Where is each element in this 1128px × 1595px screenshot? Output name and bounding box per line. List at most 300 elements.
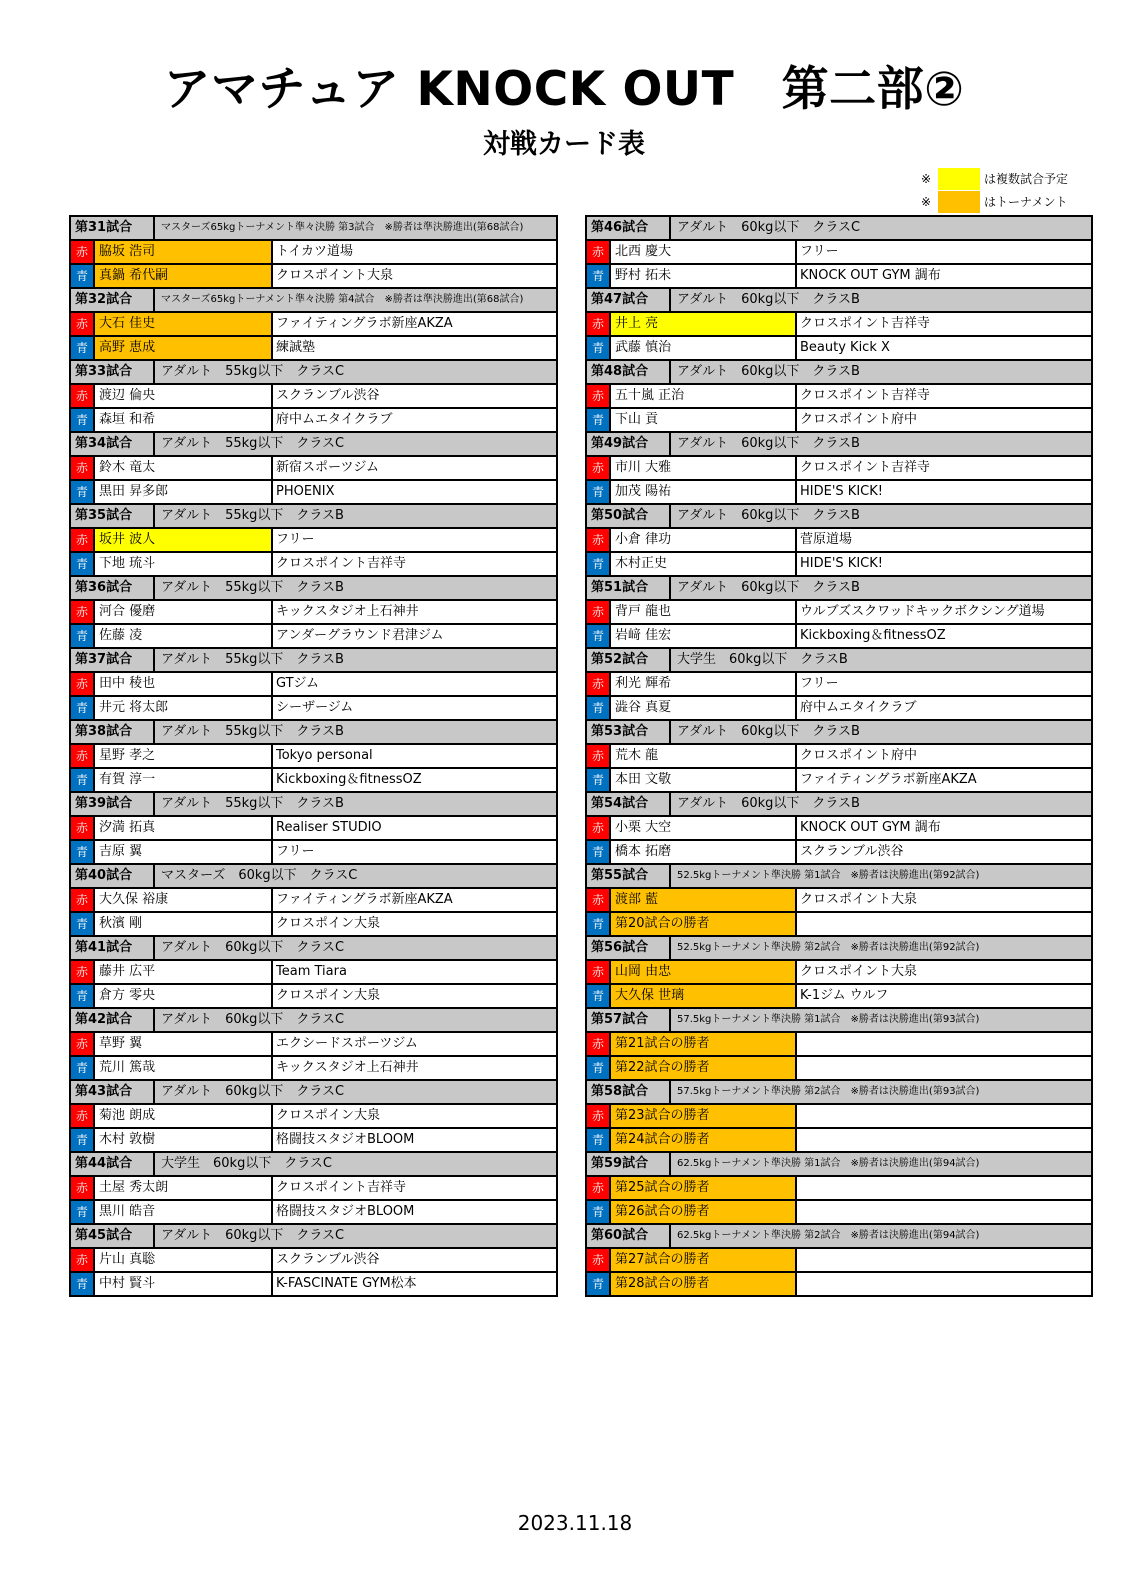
- red-corner-label: 赤: [587, 673, 611, 695]
- fighter-row-red: [71, 529, 556, 553]
- fighter-row-blue: [587, 553, 1091, 577]
- bout-header: [587, 289, 1091, 313]
- fighter-name: 黒田 昇多郎: [95, 481, 273, 503]
- legend-text: は複数試合予定: [984, 172, 1069, 186]
- fighter-row-blue: [71, 337, 556, 361]
- fighter-gym: Kickboxing＆fitnessOZ: [276, 772, 422, 787]
- fighter-gym: Realiser STUDIO: [276, 820, 382, 835]
- fighter-row-red: [71, 241, 556, 265]
- fighter-gym: HIDE'S KICK!: [800, 484, 883, 499]
- bout-block: [587, 721, 1091, 793]
- red-corner-label: 赤: [587, 385, 611, 407]
- fighter-name: 荒木 龍: [611, 745, 797, 767]
- blue-corner-label: 青: [71, 337, 95, 359]
- bout-number: 第43試合: [71, 1081, 155, 1103]
- legend-mark: ※: [920, 195, 932, 209]
- event-date: 2023.11.18: [517, 1511, 633, 1535]
- fighter-name: 小栗 大空: [611, 817, 797, 839]
- bout-class: 57.5kgトーナメント準決勝 第2試合 ※勝者は決勝進出(第93試合): [677, 1086, 980, 1097]
- fighter-gym: 府中ムエタイクラブ: [276, 412, 393, 427]
- red-corner-label: 赤: [587, 1249, 611, 1271]
- fighter-name: 吉原 翼: [95, 841, 273, 863]
- bout-header: [587, 649, 1091, 673]
- blue-corner-label: 青: [71, 1129, 95, 1151]
- fighter-name: 倉方 零央: [95, 985, 273, 1007]
- bout-block: [71, 937, 556, 1009]
- blue-corner-label: 青: [71, 1201, 95, 1223]
- fighter-gym: 格闘技スタジオBLOOM: [276, 1204, 415, 1219]
- fighter-row-blue: [71, 985, 556, 1009]
- fighter-gym: クロスポイント吉祥寺: [276, 556, 407, 571]
- bout-block: [71, 505, 556, 577]
- fighter-gym: K-1ジム ウルフ: [800, 988, 889, 1003]
- bout-class: アダルト 55kg以下 クラスB: [161, 580, 344, 595]
- fighter-name: 利光 輝希: [611, 673, 797, 695]
- fighter-name: 大久保 裕康: [95, 889, 273, 911]
- fighter-gym: シーザージム: [276, 700, 354, 715]
- bout-block: [71, 721, 556, 793]
- bout-class: マスターズ65kgトーナメント準々決勝 第4試合 ※勝者は準決勝進出(第68試合): [161, 294, 524, 305]
- blue-corner-label: 青: [71, 481, 95, 503]
- fighter-name: 第21試合の勝者: [611, 1033, 797, 1055]
- bout-number: 第31試合: [71, 217, 155, 239]
- legend-swatch-orange: [938, 191, 980, 213]
- fighter-row-red: [587, 1249, 1091, 1273]
- bout-number: 第45試合: [71, 1225, 155, 1247]
- fighter-gym: Beauty Kick X: [800, 340, 890, 355]
- fighter-name: 菊池 朗成: [95, 1105, 273, 1127]
- fighter-row-red: [587, 1105, 1091, 1129]
- fighter-row-red: [587, 529, 1091, 553]
- fighter-row-blue: [587, 625, 1091, 649]
- legend-text: はトーナメント: [984, 195, 1068, 209]
- fighter-row-red: [71, 889, 556, 913]
- bout-class: アダルト 60kg以下 クラスB: [677, 436, 860, 451]
- bout-number: 第32試合: [71, 289, 155, 311]
- bout-header: [587, 217, 1091, 241]
- fighter-name: 森垣 和希: [95, 409, 273, 431]
- fighter-row-blue: [71, 481, 556, 505]
- fighter-gym: キックスタジオ上石神井: [276, 1060, 419, 1075]
- blue-corner-label: 青: [587, 913, 611, 935]
- fighter-name: 土屋 秀太朗: [95, 1177, 273, 1199]
- fighter-row-red: [587, 817, 1091, 841]
- fighter-gym: Kickboxing＆fitnessOZ: [800, 628, 946, 643]
- fighter-name: 第27試合の勝者: [611, 1249, 797, 1271]
- fighter-row-red: [71, 1105, 556, 1129]
- bout-class: アダルト 60kg以下 クラスB: [677, 508, 860, 523]
- fighter-gym: PHOENIX: [276, 484, 335, 499]
- bout-table-right: [585, 215, 1093, 1297]
- bout-number: 第40試合: [71, 865, 155, 887]
- red-corner-label: 赤: [71, 961, 95, 983]
- fighter-row-red: [587, 745, 1091, 769]
- fighter-gym: フリー: [276, 532, 315, 547]
- bout-number: 第39試合: [71, 793, 155, 815]
- fighter-name: 第25試合の勝者: [611, 1177, 797, 1199]
- fighter-gym: 菅原道場: [800, 532, 853, 547]
- bout-class: アダルト 60kg以下 クラスC: [161, 1084, 345, 1099]
- fighter-name: 小倉 律功: [611, 529, 797, 551]
- fighter-row-blue: [587, 1201, 1091, 1225]
- fighter-name: 第26試合の勝者: [611, 1201, 797, 1223]
- bout-block: [71, 649, 556, 721]
- fighter-row-red: [587, 241, 1091, 265]
- fighter-gym: クロスポイント府中: [800, 748, 918, 763]
- fighter-gym: 新宿スポーツジム: [276, 460, 379, 475]
- fighter-name: 井上 亮: [611, 313, 797, 335]
- fighter-gym: [797, 1249, 1091, 1271]
- bout-block: [587, 433, 1091, 505]
- red-corner-label: 赤: [587, 817, 611, 839]
- bout-block: [71, 1081, 556, 1153]
- red-corner-label: 赤: [587, 241, 611, 263]
- bout-number: 第38試合: [71, 721, 155, 743]
- bout-table-left: [69, 215, 558, 1297]
- fighter-gym: [797, 1177, 1091, 1199]
- fighter-gym: クロスポイン大泉: [276, 988, 381, 1003]
- blue-corner-label: 青: [587, 337, 611, 359]
- bout-header: [71, 433, 556, 457]
- bout-number: 第50試合: [587, 505, 671, 527]
- bout-block: [587, 505, 1091, 577]
- fighter-name: 黒川 皓音: [95, 1201, 273, 1223]
- bout-class: アダルト 60kg以下 クラスB: [677, 724, 860, 739]
- fighter-gym: エクシードスポーツジム: [276, 1036, 418, 1051]
- blue-corner-label: 青: [71, 985, 95, 1007]
- fighter-gym: クロスポイント大泉: [276, 268, 394, 283]
- bout-number: 第60試合: [587, 1225, 671, 1247]
- fighter-row-red: [587, 313, 1091, 337]
- bout-class: アダルト 55kg以下 クラスB: [161, 724, 344, 739]
- red-corner-label: 赤: [71, 313, 95, 335]
- fighter-row-blue: [71, 1129, 556, 1153]
- bout-header: [71, 649, 556, 673]
- bout-class: アダルト 55kg以下 クラスB: [161, 508, 344, 523]
- fighter-gym: クロスポイント大泉: [800, 892, 918, 907]
- fighter-row-blue: [71, 697, 556, 721]
- fighter-row-red: [587, 1177, 1091, 1201]
- blue-corner-label: 青: [71, 1273, 95, 1295]
- fighter-row-blue: [587, 1129, 1091, 1153]
- bout-block: [587, 361, 1091, 433]
- bout-header: [587, 937, 1091, 961]
- bout-number: 第42試合: [71, 1009, 155, 1031]
- blue-corner-label: 青: [587, 1201, 611, 1223]
- fighter-row-blue: [587, 337, 1091, 361]
- bout-class: アダルト 60kg以下 クラスC: [677, 220, 861, 235]
- fighter-row-red: [587, 673, 1091, 697]
- bout-header: [587, 361, 1091, 385]
- bout-class: アダルト 60kg以下 クラスB: [677, 580, 860, 595]
- fighter-row-red: [71, 745, 556, 769]
- bout-block: [71, 577, 556, 649]
- bout-number: 第35試合: [71, 505, 155, 527]
- red-corner-label: 赤: [71, 1177, 95, 1199]
- red-corner-label: 赤: [71, 817, 95, 839]
- fighter-row-blue: [71, 769, 556, 793]
- bout-block: [587, 1153, 1091, 1225]
- red-corner-label: 赤: [587, 1033, 611, 1055]
- blue-corner-label: 青: [71, 913, 95, 935]
- fighter-row-blue: [71, 1201, 556, 1225]
- fighter-gym: スクランブル渋谷: [276, 388, 380, 403]
- bout-block: [587, 937, 1091, 1009]
- fighter-gym: [797, 1105, 1091, 1127]
- bout-number: 第59試合: [587, 1153, 671, 1175]
- bout-block: [71, 289, 556, 361]
- fighter-row-blue: [587, 481, 1091, 505]
- blue-corner-label: 青: [587, 481, 611, 503]
- bout-header: [71, 721, 556, 745]
- fighter-row-blue: [71, 1273, 556, 1295]
- fighter-row-red: [71, 1249, 556, 1273]
- bout-block: [587, 793, 1091, 865]
- fighter-gym: トイカツ道場: [276, 244, 353, 259]
- bout-class: アダルト 60kg以下 クラスB: [677, 292, 860, 307]
- fighter-row-blue: [587, 913, 1091, 937]
- page-title: アマチュア KNOCK OUT 第二部②: [163, 62, 965, 117]
- bout-header: [71, 289, 556, 313]
- bout-number: 第53試合: [587, 721, 671, 743]
- fighter-gym: ファイティングラボ新座AKZA: [276, 316, 453, 331]
- fighter-gym: クロスポイント大泉: [800, 964, 918, 979]
- bout-number: 第46試合: [587, 217, 671, 239]
- fighter-gym: アンダーグラウンド君津ジム: [276, 628, 444, 643]
- fighter-name: 脇坂 浩司: [95, 241, 273, 263]
- bout-class: 大学生 60kg以下 クラスC: [161, 1156, 333, 1171]
- red-corner-label: 赤: [587, 889, 611, 911]
- fighter-name: 河合 優磨: [95, 601, 273, 623]
- red-corner-label: 赤: [71, 385, 95, 407]
- fighter-name: 下地 琉斗: [95, 553, 273, 575]
- bout-number: 第51試合: [587, 577, 671, 599]
- fighter-row-red: [587, 889, 1091, 913]
- fighter-gym: ファイティングラボ新座AKZA: [276, 892, 453, 907]
- fighter-row-blue: [587, 1057, 1091, 1081]
- blue-corner-label: 青: [71, 841, 95, 863]
- fighter-gym: KNOCK OUT GYM 調布: [800, 268, 941, 283]
- bout-block: [587, 1009, 1091, 1081]
- fighter-gym: スクランブル渋谷: [276, 1252, 380, 1267]
- fighter-gym: フリー: [800, 244, 839, 259]
- fighter-row-blue: [71, 625, 556, 649]
- bout-header: [587, 1153, 1091, 1177]
- blue-corner-label: 青: [587, 841, 611, 863]
- bout-number: 第33試合: [71, 361, 155, 383]
- bout-header: [71, 937, 556, 961]
- fighter-row-blue: [71, 553, 556, 577]
- fighter-gym: [797, 1201, 1091, 1223]
- fighter-gym: ウルブズスクワッドキックボクシング道場: [800, 604, 1045, 619]
- fighter-row-red: [587, 385, 1091, 409]
- fighter-gym: 府中ムエタイクラブ: [800, 700, 917, 715]
- fighter-row-blue: [587, 409, 1091, 433]
- fighter-gym: キックスタジオ上石神井: [276, 604, 419, 619]
- fighter-name: 野村 拓未: [611, 265, 797, 287]
- blue-corner-label: 青: [587, 625, 611, 647]
- red-corner-label: 赤: [71, 1249, 95, 1271]
- bout-block: [71, 793, 556, 865]
- bout-block: [587, 649, 1091, 721]
- bout-header: [587, 433, 1091, 457]
- fighter-row-blue: [71, 841, 556, 865]
- bout-class: 大学生 60kg以下 クラスB: [677, 652, 848, 667]
- bout-header: [587, 1081, 1091, 1105]
- fighter-row-blue: [587, 265, 1091, 289]
- fighter-gym: クロスポイン大泉: [276, 916, 381, 931]
- blue-corner-label: 青: [587, 985, 611, 1007]
- bout-block: [71, 865, 556, 937]
- fighter-row-red: [71, 601, 556, 625]
- bout-header: [71, 1153, 556, 1177]
- bout-number: 第58試合: [587, 1081, 671, 1103]
- fighter-name: 下山 貢: [611, 409, 797, 431]
- bout-header: [71, 217, 556, 241]
- fighter-name: 渡部 藍: [611, 889, 797, 911]
- fighter-name: 井元 将太郎: [95, 697, 273, 719]
- bout-header: [71, 1009, 556, 1033]
- fighter-gym: [797, 1129, 1091, 1151]
- fighter-name: 北西 慶大: [611, 241, 797, 263]
- fighter-row-red: [71, 817, 556, 841]
- red-corner-label: 赤: [587, 1105, 611, 1127]
- bout-number: 第52試合: [587, 649, 671, 671]
- bout-block: [71, 1153, 556, 1225]
- bout-header: [587, 505, 1091, 529]
- fighter-name: 岩﨑 佳宏: [611, 625, 797, 647]
- blue-corner-label: 青: [587, 1129, 611, 1151]
- bout-class: 62.5kgトーナメント準決勝 第2試合 ※勝者は決勝進出(第94試合): [677, 1230, 980, 1241]
- fighter-name: 市川 大雅: [611, 457, 797, 479]
- bout-class: アダルト 60kg以下 クラスB: [677, 364, 860, 379]
- bout-class: アダルト 60kg以下 クラスC: [161, 1228, 345, 1243]
- bout-number: 第55試合: [587, 865, 671, 887]
- fighter-name: 荒川 篤哉: [95, 1057, 273, 1079]
- bout-class: アダルト 55kg以下 クラスB: [161, 796, 344, 811]
- bout-block: [71, 217, 556, 289]
- bout-number: 第49試合: [587, 433, 671, 455]
- fighter-row-blue: [71, 913, 556, 937]
- bout-class: アダルト 60kg以下 クラスC: [161, 1012, 345, 1027]
- fighter-name: 本田 文敬: [611, 769, 797, 791]
- fighter-row-red: [587, 601, 1091, 625]
- red-corner-label: 赤: [71, 1033, 95, 1055]
- red-corner-label: 赤: [71, 601, 95, 623]
- red-corner-label: 赤: [71, 241, 95, 263]
- bout-header: [71, 1225, 556, 1249]
- blue-corner-label: 青: [71, 1057, 95, 1079]
- fighter-row-red: [71, 673, 556, 697]
- fighter-name: 藤井 広平: [95, 961, 273, 983]
- bout-class: 62.5kgトーナメント準決勝 第1試合 ※勝者は決勝進出(第94試合): [677, 1158, 980, 1169]
- blue-corner-label: 青: [587, 265, 611, 287]
- bout-block: [587, 217, 1091, 289]
- bout-block: [587, 289, 1091, 361]
- fighter-gym: ファイティングラボ新座AKZA: [800, 772, 977, 787]
- bout-class: アダルト 60kg以下 クラスB: [677, 796, 860, 811]
- bout-header: [71, 1081, 556, 1105]
- fighter-name: 中村 賢斗: [95, 1273, 273, 1295]
- bout-header: [71, 865, 556, 889]
- legend-mark: ※: [920, 172, 932, 186]
- fighter-row-blue: [587, 1273, 1091, 1295]
- fighter-name: 鈴木 竜太: [95, 457, 273, 479]
- fighter-name: 秋濱 剛: [95, 913, 273, 935]
- bout-header: [587, 865, 1091, 889]
- fighter-name: 背戸 龍也: [611, 601, 797, 623]
- blue-corner-label: 青: [587, 553, 611, 575]
- fighter-name: 武藤 慎治: [611, 337, 797, 359]
- bout-header: [71, 793, 556, 817]
- blue-corner-label: 青: [587, 1273, 611, 1295]
- fighter-gym: [797, 1033, 1091, 1055]
- bout-number: 第56試合: [587, 937, 671, 959]
- fighter-gym: [797, 1273, 1091, 1295]
- fighter-gym: Tokyo personal: [276, 748, 373, 763]
- legend-swatch-yellow: [938, 168, 980, 190]
- fighter-gym: GTジム: [276, 676, 320, 691]
- red-corner-label: 赤: [71, 529, 95, 551]
- fighter-row-red: [71, 457, 556, 481]
- fighter-name: 山岡 由忠: [611, 961, 797, 983]
- blue-corner-label: 青: [71, 769, 95, 791]
- red-corner-label: 赤: [71, 1105, 95, 1127]
- fighter-name: 第22試合の勝者: [611, 1057, 797, 1079]
- fighter-gym: KNOCK OUT GYM 調布: [800, 820, 941, 835]
- blue-corner-label: 青: [71, 265, 95, 287]
- bout-number: 第41試合: [71, 937, 155, 959]
- fighter-gym: 練誠塾: [276, 340, 316, 355]
- fighter-name: 五十嵐 正治: [611, 385, 797, 407]
- fighter-name: 木村正史: [611, 553, 797, 575]
- fighter-gym: [797, 1057, 1091, 1079]
- bout-block: [71, 433, 556, 505]
- bout-number: 第48試合: [587, 361, 671, 383]
- bout-class: アダルト 60kg以下 クラスC: [161, 940, 345, 955]
- blue-corner-label: 青: [587, 409, 611, 431]
- fighter-row-blue: [587, 769, 1091, 793]
- bout-class: 52.5kgトーナメント準決勝 第2試合 ※勝者は決勝進出(第92試合): [677, 942, 980, 953]
- bout-class: マスターズ65kgトーナメント準々決勝 第3試合 ※勝者は準決勝進出(第68試合): [161, 222, 524, 233]
- fighter-row-blue: [71, 1057, 556, 1081]
- fighter-name: 田中 稜也: [95, 673, 273, 695]
- fighter-row-red: [71, 1177, 556, 1201]
- fighter-name: 第24試合の勝者: [611, 1129, 797, 1151]
- fighter-name: 高野 恵成: [95, 337, 273, 359]
- bout-block: [587, 577, 1091, 649]
- fighter-row-blue: [71, 409, 556, 433]
- blue-corner-label: 青: [71, 409, 95, 431]
- fighter-gym: 格闘技スタジオBLOOM: [276, 1132, 415, 1147]
- fighter-row-red: [587, 1033, 1091, 1057]
- bout-class: アダルト 55kg以下 クラスC: [161, 436, 345, 451]
- fighter-gym: HIDE'S KICK!: [800, 556, 883, 571]
- fighter-name: 星野 孝之: [95, 745, 273, 767]
- fighter-name: 真鍋 希代嗣: [95, 265, 273, 287]
- blue-corner-label: 青: [71, 697, 95, 719]
- bout-block: [587, 865, 1091, 937]
- bout-class: 57.5kgトーナメント準決勝 第1試合 ※勝者は決勝進出(第93試合): [677, 1014, 980, 1025]
- bout-number: 第54試合: [587, 793, 671, 815]
- fighter-gym: クロスポイント吉祥寺: [276, 1180, 407, 1195]
- blue-corner-label: 青: [71, 553, 95, 575]
- blue-corner-label: 青: [587, 769, 611, 791]
- red-corner-label: 赤: [587, 529, 611, 551]
- red-corner-label: 赤: [587, 457, 611, 479]
- bout-class: アダルト 55kg以下 クラスC: [161, 364, 345, 379]
- bout-header: [71, 577, 556, 601]
